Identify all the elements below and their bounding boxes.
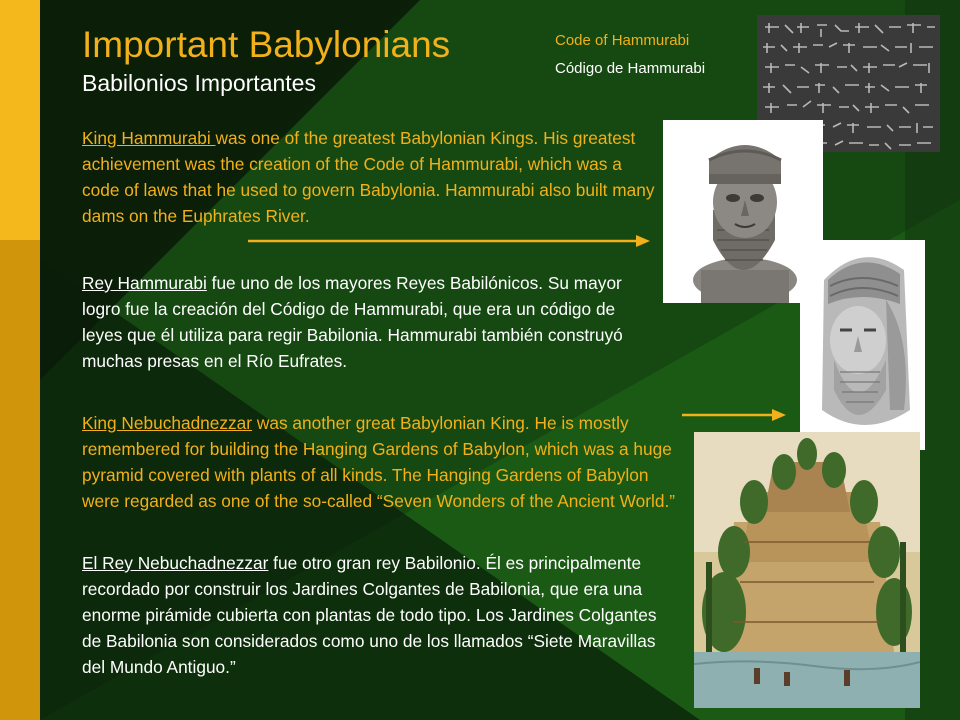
nebuchadnezzar-text-es: fue otro gran rey Babilonio. Él es principalmente recordado por construir los Jardines Colgantes de Babilonia, que era una enorme pirámide cubierta con plantas de todo tipo. Los Jardines Colgantes de Babilonia son considerados como uno de los llamados	[82, 553, 657, 651]
hammurabi-paragraph-es	[82, 270, 652, 374]
arrow-to-hammurabi-bust	[246, 232, 654, 250]
hammurabi-link-es[interactable]: Rey Hammurabi	[82, 273, 207, 293]
codigo-de-hammurabi-label: Código de Hammurabi	[555, 60, 706, 77]
nebuchadnezzar-link-es[interactable]: El Rey Nebuchadnezzar	[82, 553, 269, 573]
hammurabi-link-en[interactable]: King Hammurabi	[82, 128, 216, 148]
nebuchadnezzar-link-en[interactable]: King Nebuchadnezzar	[82, 413, 253, 433]
nebuchadnezzar-paragraph-en	[82, 410, 682, 514]
arrow-to-nebuchadnezzar-bust	[680, 406, 790, 424]
hanging-gardens-image	[694, 432, 920, 708]
nebuchadnezzar-bust-image	[800, 240, 925, 450]
seven-wonders-quote-es: “Siete Maravillas del Mundo Antiguo.”	[82, 631, 656, 677]
hammurabi-paragraph-en	[82, 125, 662, 229]
nebuchadnezzar-paragraph-es	[82, 550, 662, 680]
hammurabi-text-es: fue uno de los mayores Reyes Babilónicos. Su mayor logro fue la creación del Código de Hammurabi, que era un código de leyes que él utiliza para regir Babilonia. Hammurabi también construyó muchas presas en el Río Eufrates.	[82, 273, 623, 371]
hammurabi-text-en: was one of the greatest Babylonian Kings. His greatest achievement was the creation of the Code of Hammurabi, which was a code of laws that he used to govern Babylonia. Hammurabi also built many dams on the Euphrates River.	[82, 128, 655, 226]
hammurabi-bust-image	[663, 120, 823, 303]
page-title: Important Babylonians	[82, 24, 451, 65]
nebuchadnezzar-text-en: was another great Babylonian King. He is mostly remembered for building the Hanging Gardens of Babylon, which was a huge pyramid covered with plants of all kinds. The Hanging Gardens of Babylon were regarded as one of the so-called “Seven Wonders of the Ancient World.”	[82, 413, 676, 511]
code-of-hammurabi-label: Code of Hammurabi	[555, 32, 690, 49]
page-subtitle: Babilonios Importantes	[82, 70, 316, 96]
